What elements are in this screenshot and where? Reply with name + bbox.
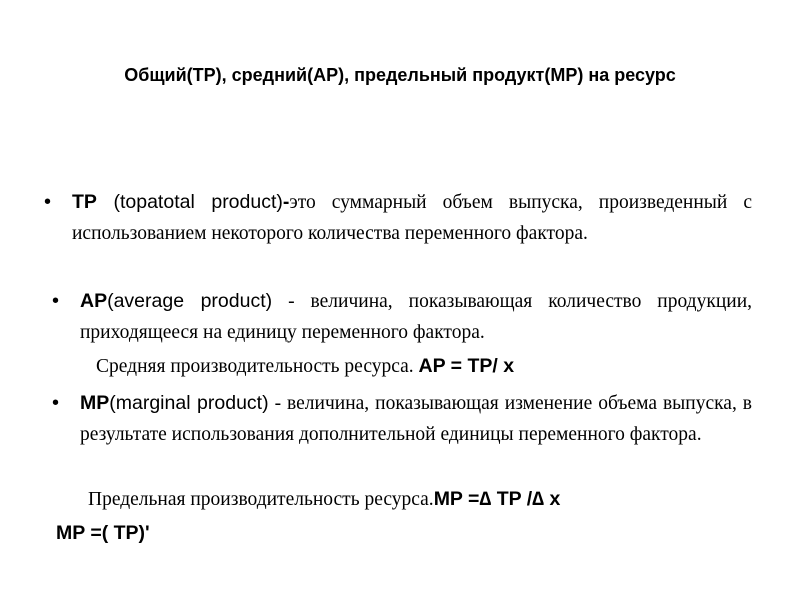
term-mp: MP bbox=[80, 392, 110, 414]
term-tp-dash: - bbox=[282, 191, 290, 213]
bullet-ap bbox=[52, 286, 752, 348]
term-mp-definition: - величина, показывающая изменение объема выпуска, в результате использования дополнительной единицы переменного фактора. bbox=[80, 393, 753, 445]
term-tp: TP bbox=[72, 191, 97, 213]
mp-derivative: MP =( TP)' bbox=[56, 522, 150, 544]
term-tp-english: (topatotal product) bbox=[96, 191, 283, 213]
ap-formula-text: Средняя производительность ресурса. bbox=[96, 356, 419, 377]
term-ap-english: (average product) bbox=[107, 290, 273, 312]
bullet-dot-icon: • bbox=[52, 392, 60, 414]
term-mp-english: (marginal product) bbox=[109, 392, 269, 414]
term-ap: AP bbox=[80, 290, 108, 312]
term-tp-definition: это суммарный объем выпуска, произведенный с использованием некоторого количества переменного фактора. bbox=[72, 192, 752, 244]
bullet-tp bbox=[44, 187, 752, 249]
mp-formula-line bbox=[88, 484, 560, 515]
bullet-dot-icon: • bbox=[52, 290, 60, 312]
term-ap-definition: - величина, показывающая количество продукции, приходящееся на единицу переменного фактора. bbox=[80, 291, 752, 343]
bullet-dot-icon: • bbox=[44, 191, 52, 213]
ap-formula: AP = TP/ x bbox=[418, 355, 515, 377]
ap-formula-line bbox=[96, 351, 514, 382]
mp-formula: MP =∆ TP /∆ x bbox=[433, 488, 561, 510]
bullet-mp bbox=[52, 388, 753, 450]
slide-title: Общий(ТР), средний(АР), предельный продукт(МР) на ресурс bbox=[124, 65, 676, 85]
mp-formula-text: Предельная производительность ресурса. bbox=[88, 489, 434, 510]
